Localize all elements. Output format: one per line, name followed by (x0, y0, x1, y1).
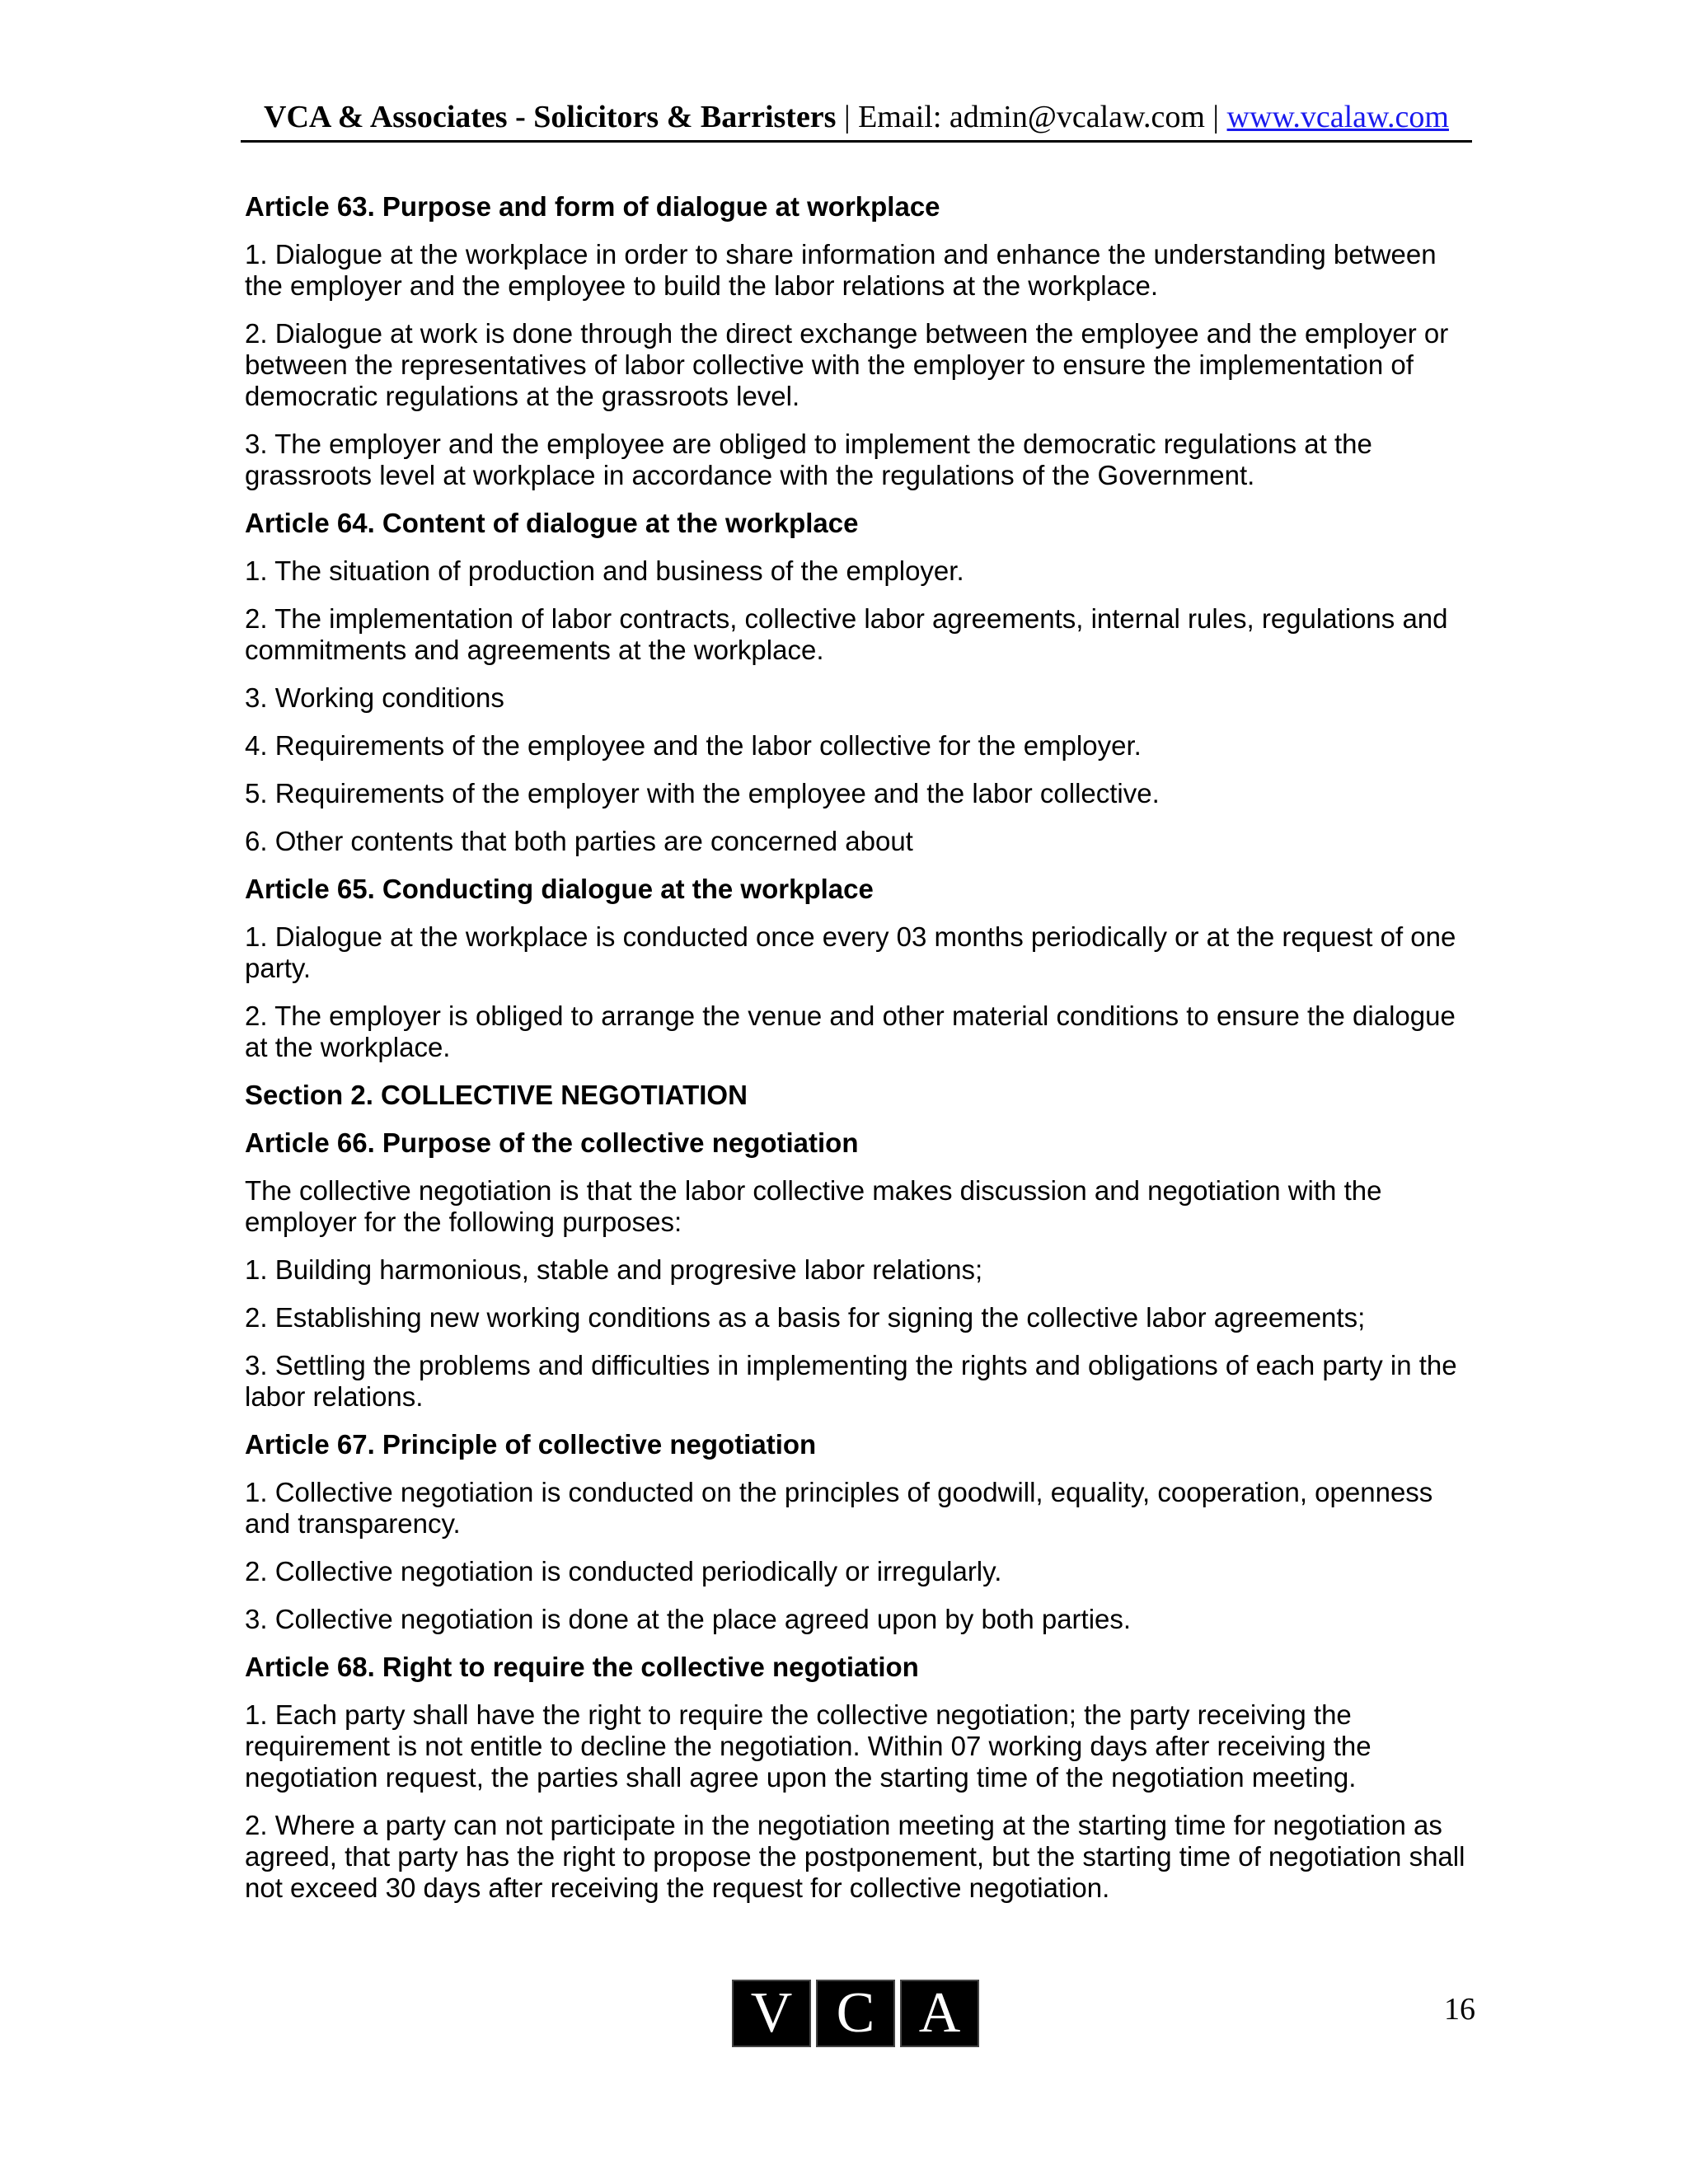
paragraph: The collective negotiation is that the labor collective makes discussion and negotiation with the employer for the following purposes: (245, 1175, 1382, 1237)
paragraph: 4. Requirements of the employee and the labor collective for the employer. (245, 730, 1142, 761)
paragraph: 1. The situation of production and business of the employer. (245, 555, 964, 586)
document-body (245, 191, 1481, 1920)
paragraph: 1. Building harmonious, stable and progresive labor relations; (245, 1254, 983, 1285)
paragraph: 2. Where a party can not participate in the negotiation meeting at the starting time for negotiation as agreed, that party has the right to propose the postponement, but the starting time of negotiation shall not exceed 30 days after receiving the request for collective negotiation. (245, 1810, 1465, 1903)
article-heading: Article 66. Purpose of the collective negotiation (245, 1127, 859, 1158)
paragraph: 2. Establishing new working conditions as a basis for signing the collective labor agreements; (245, 1302, 1366, 1333)
article-heading: Article 68. Right to require the collective negotiation (245, 1652, 919, 1682)
article-heading: Article 65. Conducting dialogue at the workplace (245, 874, 874, 904)
article-heading: Article 63. Purpose and form of dialogue at workplace (245, 191, 940, 222)
page-header (241, 94, 1472, 143)
article-heading: Article 64. Content of dialogue at the workplace (245, 508, 859, 538)
paragraph: 2. The employer is obliged to arrange the venue and other material conditions to ensure the dialogue at the workplace. (245, 1001, 1456, 1062)
logo-letter-a: A (900, 1980, 979, 2047)
paragraph: 3. Collective negotiation is done at the place agreed upon by both parties. (245, 1604, 1132, 1634)
paragraph: 5. Requirements of the employer with the employee and the labor collective. (245, 778, 1160, 808)
paragraph: 2. Collective negotiation is conducted periodically or irregularly. (245, 1556, 1002, 1586)
paragraph: 1. Each party shall have the right to require the collective negotiation; the party receiving the requirement is not entitle to decline the negotiation. Within 07 working days after receiving the negotiation request, the parties shall agree upon the starting time of the negotiation meeting. (245, 1699, 1372, 1793)
paragraph: 3. Working conditions (245, 682, 504, 713)
logo-letter-c: C (816, 1980, 895, 2047)
header-email: Email: admin@vcalaw.com (858, 100, 1205, 134)
article-heading: Article 67. Principle of collective negotiation (245, 1429, 817, 1460)
header-separator: | (836, 100, 859, 134)
logo-letter-v: V (732, 1980, 811, 2047)
vca-logo (732, 1980, 979, 2047)
paragraph: 2. Dialogue at work is done through the direct exchange between the employee and the employer or between the representatives of labor collective with the employer to ensure the implementation of democratic regulations at the grassroots level. (245, 318, 1449, 411)
article-heading: Section 2. COLLECTIVE NEGOTIATION (245, 1080, 748, 1110)
paragraph: 6. Other contents that both parties are concerned about (245, 826, 913, 856)
page-number: 16 (1444, 1992, 1475, 2027)
paragraph: 1. Collective negotiation is conducted on the principles of goodwill, equality, cooperation, openness and transparency. (245, 1477, 1433, 1539)
paragraph: 3. The employer and the employee are obliged to implement the democratic regulations at the grassroots level at workplace in accordance with the regulations of the Government. (245, 429, 1372, 490)
paragraph: 3. Settling the problems and difficulties in implementing the rights and obligations of each party in the labor relations. (245, 1350, 1457, 1412)
firm-name: VCA & Associates - Solicitors & Barristers (264, 100, 837, 134)
header-separator: | (1204, 100, 1227, 134)
website-link[interactable]: www.vcalaw.com (1226, 100, 1449, 134)
paragraph: 1. Dialogue at the workplace is conducted once every 03 months periodically or at the request of one party. (245, 921, 1456, 983)
paragraph: 2. The implementation of labor contracts, collective labor agreements, internal rules, regulations and commitments and agreements at the workplace. (245, 603, 1448, 665)
paragraph: 1. Dialogue at the workplace in order to share information and enhance the understanding between the employer and the employee to build the labor relations at the workplace. (245, 239, 1437, 301)
